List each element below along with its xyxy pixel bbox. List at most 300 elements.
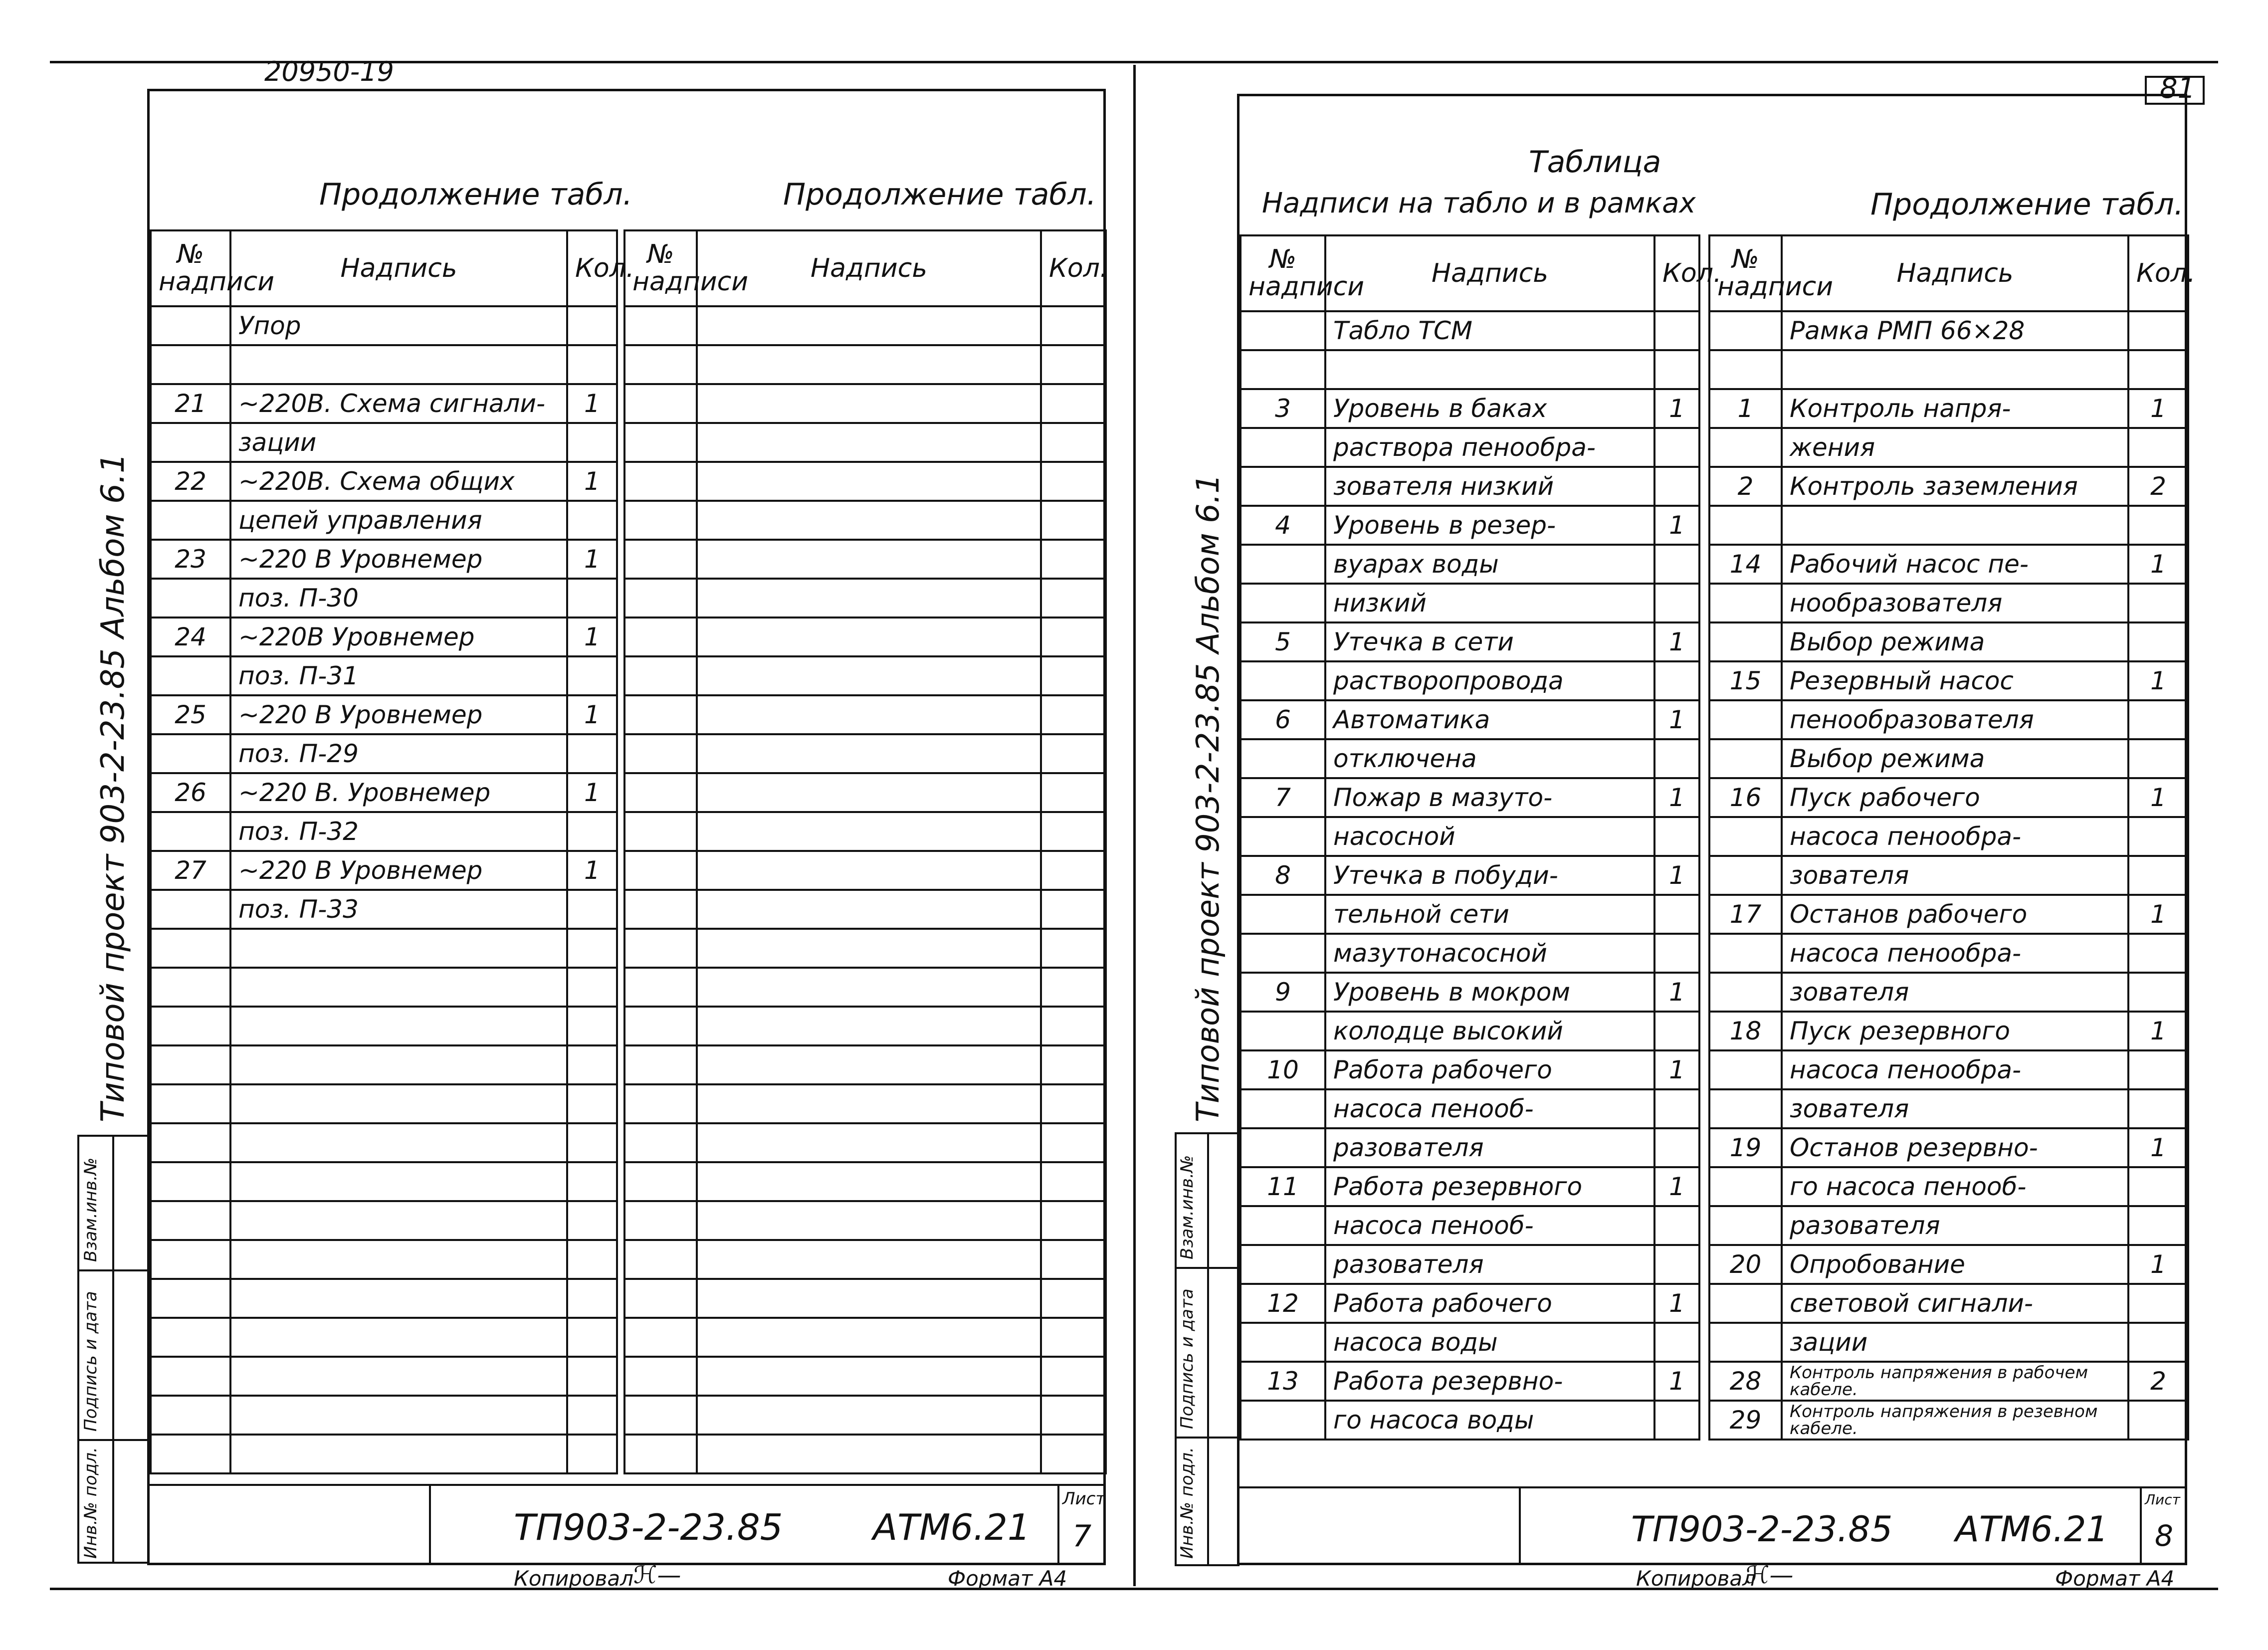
cell-qty — [1041, 1396, 1106, 1435]
cell-num — [624, 501, 697, 540]
col-qty-header: Кол. — [1041, 230, 1106, 306]
cell-num — [1709, 311, 1782, 350]
cell-qty — [2128, 1401, 2188, 1440]
cell-num: 29 — [1709, 1401, 1782, 1440]
cell-num — [151, 1240, 230, 1279]
cell-num: 22 — [151, 462, 230, 501]
cell-text: Останов рабочего — [1782, 895, 2128, 934]
cell-qty — [567, 579, 617, 618]
cell-qty — [2128, 973, 2188, 1012]
cell-text — [230, 1435, 567, 1473]
cell-text: зации — [1782, 1323, 2128, 1362]
right-table-a — [1239, 234, 1722, 1441]
cell-qty — [567, 1162, 617, 1201]
cell-num: 24 — [151, 618, 230, 656]
cell-qty — [2128, 1206, 2188, 1245]
cell-num: 25 — [151, 695, 230, 734]
cell-text: поз. П-32 — [230, 812, 567, 851]
table-row — [151, 1045, 617, 1084]
cell-num — [151, 734, 230, 773]
right-table-b — [1708, 234, 2196, 1441]
cell-text: растворопровода — [1325, 661, 1654, 700]
cell-text: Контроль заземления — [1782, 467, 2128, 506]
left-heading-2: Продолжение табл. — [783, 177, 1096, 212]
cell-qty — [1041, 968, 1106, 1007]
table-row — [151, 423, 617, 462]
cell-qty — [2128, 1323, 2188, 1362]
cell-text: Пожар в мазуто- — [1325, 778, 1654, 817]
table-row — [624, 812, 1106, 851]
cell-text: пенообразователя — [1782, 700, 2128, 739]
cell-text: ~220В Уровнемер — [230, 618, 567, 656]
cell-num — [624, 1201, 697, 1240]
cell-qty — [1654, 661, 1699, 700]
cell-text — [230, 1240, 567, 1279]
cell-num — [1709, 1323, 1782, 1362]
cell-text — [230, 968, 567, 1007]
left-stamp-sep-1 — [77, 1269, 150, 1271]
cell-num — [151, 1084, 230, 1123]
cell-qty — [2128, 311, 2188, 350]
table-row — [1709, 1012, 2188, 1050]
cell-text — [697, 1162, 1041, 1201]
left-sheet-label: Лист — [1062, 1489, 1106, 1509]
cell-text — [230, 345, 567, 384]
cell-text — [697, 1396, 1041, 1435]
cell-text — [697, 345, 1041, 384]
cell-qty: 1 — [2128, 661, 2188, 700]
cell-text — [697, 773, 1041, 812]
cell-num: 12 — [1240, 1284, 1325, 1323]
cell-text — [697, 1123, 1041, 1162]
cell-num: 10 — [1240, 1050, 1325, 1089]
cell-num — [624, 968, 697, 1007]
cell-num — [624, 1123, 697, 1162]
cell-qty — [567, 1396, 617, 1435]
table-row — [1240, 350, 1699, 389]
col-qty-header: Кол. — [567, 230, 617, 306]
cell-qty — [1654, 1206, 1699, 1245]
left-footer-copied: Копировал — [514, 1566, 633, 1591]
cell-qty — [567, 501, 617, 540]
left-sheet-cell-divider — [1057, 1484, 1059, 1565]
cell-text: Утечка в побуди- — [1325, 856, 1654, 895]
cell-num — [1709, 584, 1782, 622]
cell-text: насоса пенообра- — [1782, 817, 2128, 856]
table-header — [624, 230, 1106, 306]
cell-text — [230, 1396, 567, 1435]
cell-qty — [2128, 428, 2188, 467]
cell-num — [624, 423, 697, 462]
cell-text: насосной — [1325, 817, 1654, 856]
table-row — [151, 384, 617, 423]
cell-text: Останов резервно- — [1782, 1128, 2128, 1167]
col-qty-header: Кол. — [1654, 235, 1699, 311]
left-table-a — [150, 229, 634, 1474]
bottom-rule — [50, 1588, 2218, 1590]
cell-qty — [1041, 929, 1106, 968]
table-row — [624, 306, 1106, 345]
cell-text — [697, 1279, 1041, 1318]
table-row — [1240, 311, 1699, 350]
left-stamp-sep-2 — [77, 1439, 150, 1441]
cell-text: го насоса воды — [1325, 1401, 1654, 1440]
table-row — [1240, 1206, 1699, 1245]
cell-qty — [2128, 584, 2188, 622]
cell-qty — [1654, 350, 1699, 389]
cell-num — [1709, 1206, 1782, 1245]
left-stamp-label-1: Взам.инв.№ — [81, 1157, 101, 1262]
page-corner-number: 81 — [2160, 72, 2196, 105]
cell-num: 27 — [151, 851, 230, 890]
table-row — [1709, 1167, 2188, 1206]
cell-qty — [1041, 579, 1106, 618]
left-side-text: Типовой проект 903-2-23.85 Альбом 6.1 — [95, 453, 132, 1122]
cell-text: нообразователя — [1782, 584, 2128, 622]
cell-text — [697, 1007, 1041, 1045]
table-row — [1240, 934, 1699, 973]
cell-qty — [1041, 1435, 1106, 1473]
table-row — [1709, 856, 2188, 895]
cell-num — [624, 345, 697, 384]
table-row — [151, 345, 617, 384]
cell-text: насоса пенообра- — [1782, 934, 2128, 973]
cell-qty — [1041, 462, 1106, 501]
cell-qty — [1654, 1089, 1699, 1128]
table-row — [624, 1123, 1106, 1162]
table-row — [1709, 1284, 2188, 1323]
cell-text — [230, 1084, 567, 1123]
cell-qty — [1654, 934, 1699, 973]
table-row — [1709, 817, 2188, 856]
cell-text: Контроль напряжения в резевном кабеле. — [1782, 1401, 2128, 1440]
table-row — [151, 579, 617, 618]
table-row — [624, 929, 1106, 968]
table-row — [1709, 1323, 2188, 1362]
cell-qty — [567, 1084, 617, 1123]
cell-qty — [1041, 1318, 1106, 1357]
table-row — [1240, 1323, 1699, 1362]
cell-text — [697, 1240, 1041, 1279]
cell-num: 5 — [1240, 622, 1325, 661]
cell-text: ~220 В Уровнемер — [230, 540, 567, 579]
cell-num — [151, 968, 230, 1007]
table-row — [1709, 973, 2188, 1012]
table-row — [1709, 506, 2188, 545]
table-row — [151, 1396, 617, 1435]
cell-num: 2 — [1709, 467, 1782, 506]
table-row — [151, 462, 617, 501]
cell-num — [1240, 428, 1325, 467]
cell-num — [1709, 739, 1782, 778]
cell-num: 15 — [1709, 661, 1782, 700]
cell-num — [1709, 1050, 1782, 1089]
table-row — [1709, 1401, 2188, 1440]
table-row — [1709, 1050, 2188, 1089]
cell-text: Упор — [230, 306, 567, 345]
table-row — [151, 851, 617, 890]
table-row — [624, 1279, 1106, 1318]
cell-text: Табло ТСМ — [1325, 311, 1654, 350]
cell-num: 14 — [1709, 545, 1782, 584]
right-stamp-sep-2 — [1175, 1437, 1239, 1439]
table-row — [151, 501, 617, 540]
cell-qty — [1041, 1279, 1106, 1318]
cell-num — [1240, 661, 1325, 700]
cell-text — [697, 812, 1041, 851]
table-row — [1240, 1089, 1699, 1128]
cell-qty — [1654, 1128, 1699, 1167]
cell-text — [230, 1279, 567, 1318]
col-text-header: Надпись — [1325, 235, 1654, 311]
cell-num — [624, 929, 697, 968]
cell-num — [624, 1045, 697, 1084]
cell-text: Контроль напря- — [1782, 389, 2128, 428]
cell-text — [697, 1357, 1041, 1396]
cell-text — [697, 1045, 1041, 1084]
cell-text — [230, 1045, 567, 1084]
cell-qty — [567, 423, 617, 462]
cell-num — [151, 1357, 230, 1396]
table-row — [151, 1123, 617, 1162]
cell-qty — [1654, 584, 1699, 622]
cell-text: Выбор режима — [1782, 739, 2128, 778]
cell-qty — [2128, 622, 2188, 661]
cell-num — [624, 618, 697, 656]
cell-num — [151, 1123, 230, 1162]
cell-qty — [567, 1123, 617, 1162]
right-side-text: Типовой проект 903-2-23.85 Альбом 6.1 — [1190, 474, 1226, 1122]
cell-text: поз. П-31 — [230, 656, 567, 695]
table-row — [624, 462, 1106, 501]
top-code: 20950-19 — [264, 56, 394, 87]
left-stamp-divider — [112, 1135, 114, 1564]
table-row — [1709, 934, 2188, 973]
cell-num — [1709, 1284, 1782, 1323]
cell-qty — [1041, 1007, 1106, 1045]
cell-qty — [2128, 739, 2188, 778]
cell-num — [624, 734, 697, 773]
cell-num: 17 — [1709, 895, 1782, 934]
table-row — [1240, 1245, 1699, 1284]
table-row — [151, 968, 617, 1007]
cell-qty — [1041, 890, 1106, 929]
cell-qty: 1 — [2128, 545, 2188, 584]
cell-num — [1709, 973, 1782, 1012]
cell-text: поз. П-30 — [230, 579, 567, 618]
table-row — [151, 1201, 617, 1240]
cell-qty — [1041, 618, 1106, 656]
cell-num — [624, 1318, 697, 1357]
table-row — [151, 656, 617, 695]
cell-qty — [567, 345, 617, 384]
cell-qty — [1041, 384, 1106, 423]
cell-qty — [1654, 428, 1699, 467]
left-drawing-code: АТМ6.21 — [873, 1506, 1031, 1548]
cell-qty — [1041, 1240, 1106, 1279]
cell-num — [151, 306, 230, 345]
table-row — [151, 1007, 617, 1045]
table-row — [1709, 584, 2188, 622]
cell-num — [1240, 895, 1325, 934]
cell-num — [151, 1318, 230, 1357]
table-row — [1240, 700, 1699, 739]
cell-qty: 1 — [2128, 1245, 2188, 1284]
cell-qty — [567, 1240, 617, 1279]
col-qty-header: Кол. — [2128, 235, 2188, 311]
cell-qty — [2128, 1284, 2188, 1323]
cell-qty: 1 — [1654, 700, 1699, 739]
cell-qty — [567, 929, 617, 968]
table-row — [624, 773, 1106, 812]
table-row — [1240, 973, 1699, 1012]
cell-text: Работа рабочего — [1325, 1050, 1654, 1089]
table-row — [151, 773, 617, 812]
cell-num — [624, 1279, 697, 1318]
table-row — [151, 890, 617, 929]
cell-num — [151, 1045, 230, 1084]
cell-qty — [1041, 1357, 1106, 1396]
cell-text — [697, 618, 1041, 656]
cell-num — [151, 1201, 230, 1240]
table-row — [1709, 311, 2188, 350]
table-row — [1240, 739, 1699, 778]
cell-qty — [1041, 812, 1106, 851]
cell-text: насоса пенооб- — [1325, 1089, 1654, 1128]
cell-text — [1325, 350, 1654, 389]
cell-num — [624, 851, 697, 890]
cell-qty: 1 — [2128, 1012, 2188, 1050]
table-row — [1240, 545, 1699, 584]
table-row — [1709, 1206, 2188, 1245]
table-row — [624, 618, 1106, 656]
table-row — [624, 501, 1106, 540]
cell-qty — [2128, 506, 2188, 545]
table-row — [151, 734, 617, 773]
cell-qty — [1654, 545, 1699, 584]
cell-qty — [1654, 1012, 1699, 1050]
cell-num — [151, 423, 230, 462]
cell-qty: 1 — [1654, 778, 1699, 817]
cell-text: тельной сети — [1325, 895, 1654, 934]
table-row — [624, 734, 1106, 773]
cell-text: насоса пенообра- — [1782, 1050, 2128, 1089]
cell-num — [624, 540, 697, 579]
table-row — [1240, 778, 1699, 817]
table-row — [624, 1357, 1106, 1396]
cell-num — [1240, 467, 1325, 506]
table-row — [1709, 622, 2188, 661]
cell-qty — [1041, 851, 1106, 890]
table-row — [1240, 856, 1699, 895]
col-text-header: Надпись — [697, 230, 1041, 306]
table-row — [1709, 389, 2188, 428]
col-num-header: № надписи — [151, 230, 230, 306]
cell-num — [151, 1396, 230, 1435]
cell-qty: 1 — [567, 851, 617, 890]
cell-text: жения — [1782, 428, 2128, 467]
cell-num — [1240, 1206, 1325, 1245]
cell-text: ~220 В Уровнемер — [230, 695, 567, 734]
cell-num: 20 — [1709, 1245, 1782, 1284]
cell-num — [151, 1279, 230, 1318]
cell-num — [1240, 1089, 1325, 1128]
table-row — [624, 579, 1106, 618]
cell-text — [697, 306, 1041, 345]
cell-text: колодце высокий — [1325, 1012, 1654, 1050]
cell-text: Утечка в сети — [1325, 622, 1654, 661]
table-row — [624, 656, 1106, 695]
right-heading-1: Надписи на табло и в рамках — [1262, 187, 1696, 219]
cell-num — [624, 1240, 697, 1279]
cell-qty: 1 — [2128, 389, 2188, 428]
cell-qty — [1654, 817, 1699, 856]
table-row — [1709, 739, 2188, 778]
cell-text: зователя — [1782, 856, 2128, 895]
cell-text: разователя — [1325, 1245, 1654, 1284]
cell-qty: 1 — [567, 618, 617, 656]
right-stamp-label-2: Подпись и дата — [1177, 1288, 1197, 1429]
right-stamp-sep-1 — [1175, 1267, 1239, 1269]
cell-qty — [2128, 700, 2188, 739]
table-row — [1709, 350, 2188, 389]
cell-qty — [1041, 1123, 1106, 1162]
cell-qty — [1654, 311, 1699, 350]
cell-qty — [1654, 895, 1699, 934]
right-sheet-number: 8 — [2155, 1519, 2173, 1553]
cell-text — [230, 1201, 567, 1240]
cell-qty — [2128, 1089, 2188, 1128]
cell-qty — [2128, 1050, 2188, 1089]
cell-num — [1709, 428, 1782, 467]
cell-num — [151, 1435, 230, 1473]
table-row — [151, 812, 617, 851]
cell-text: Работа рабочего — [1325, 1284, 1654, 1323]
cell-text: Рамка РМП 66×28 — [1782, 311, 2128, 350]
cell-text: поз. П-33 — [230, 890, 567, 929]
cell-num: 11 — [1240, 1167, 1325, 1206]
table-row — [624, 695, 1106, 734]
cell-num: 1 — [1709, 389, 1782, 428]
cell-text: цепей управления — [230, 501, 567, 540]
cell-text: ~220 В Уровнемер — [230, 851, 567, 890]
cell-num: 21 — [151, 384, 230, 423]
table-row — [1709, 895, 2188, 934]
cell-num — [1240, 584, 1325, 622]
cell-text: Работа резервного — [1325, 1167, 1654, 1206]
cell-qty — [1041, 423, 1106, 462]
left-doc-code: ТП903-2-23.85 — [514, 1506, 783, 1548]
cell-text — [230, 1357, 567, 1396]
cell-num — [151, 345, 230, 384]
cell-num: 6 — [1240, 700, 1325, 739]
cell-num — [1240, 350, 1325, 389]
table-row — [1240, 1362, 1699, 1401]
cell-qty: 1 — [567, 384, 617, 423]
cell-num — [1709, 700, 1782, 739]
cell-qty — [567, 1279, 617, 1318]
cell-qty — [1041, 773, 1106, 812]
cell-qty: 2 — [2128, 1362, 2188, 1401]
cell-num — [1240, 1012, 1325, 1050]
cell-num — [624, 1396, 697, 1435]
cell-text: насоса пенооб- — [1325, 1206, 1654, 1245]
cell-qty — [567, 812, 617, 851]
left-table-b — [623, 229, 1107, 1474]
cell-text — [697, 540, 1041, 579]
table-row — [1240, 584, 1699, 622]
table-row — [1240, 817, 1699, 856]
